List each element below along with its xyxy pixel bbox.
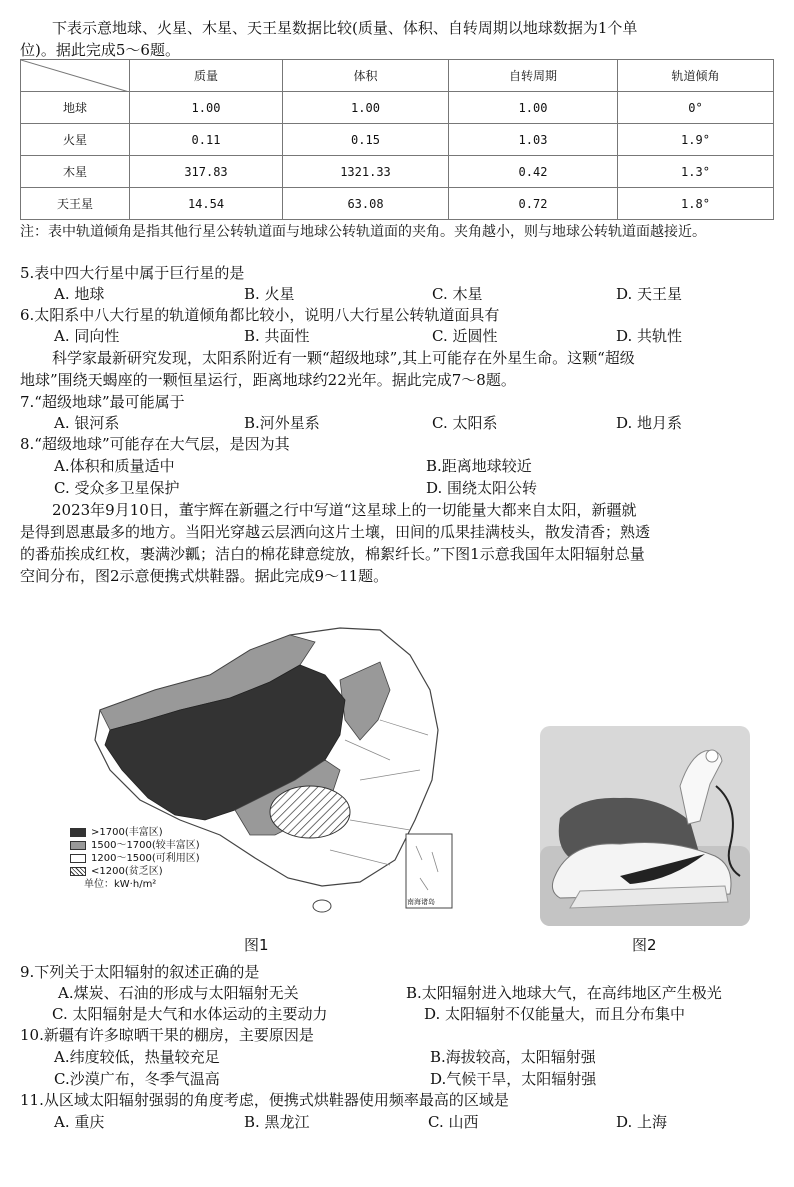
intro3-line2: 是得到恩惠最多的地方。当阳光穿越云层洒向这片土壤，田间的瓜果挂满枝头，散发清香；熟透 (20, 523, 651, 541)
intro3-line4: 空间分布，图2示意便携式烘鞋器。据此完成9～11题。 (20, 567, 389, 585)
q11-option-d: D. 上海 (616, 1113, 668, 1131)
q7-option-b: B.河外星系 (244, 414, 320, 432)
table-cell: 0.11 (130, 124, 283, 156)
table-cell: 木星 (21, 156, 130, 188)
table-cell: 火星 (21, 124, 130, 156)
dryer-head (706, 750, 718, 762)
q9-option-b: B.太阳辐射进入地球大气，在高纬地区产生极光 (406, 984, 722, 1002)
table-cell: 63.08 (283, 188, 449, 220)
table-cell: 0.72 (449, 188, 618, 220)
table-cell: 317.83 (130, 156, 283, 188)
q11-stem: 11.从区域太阳辐射强弱的角度考虑，便携式烘鞋器使用频率最高的区域是 (20, 1091, 509, 1109)
q6-option-c: C. 近圆性 (432, 327, 498, 345)
q5-stem: 5.表中四大行星中属于巨行星的是 (20, 264, 245, 282)
table-cell: 1.8° (618, 188, 774, 220)
table-row (21, 124, 774, 156)
q5-option-c: C. 木星 (432, 285, 483, 303)
q8-option-a: A.体积和质量适中 (54, 457, 175, 475)
intro3-line1: 2023年9月10日，董宇辉在新疆之行中写道“这星球上的一切能量大都来自太阳，新疆就 (52, 501, 637, 519)
q8-stem: 8.“超级地球”可能存在大气层，是因为其 (20, 435, 290, 453)
table-cell: 0.15 (283, 124, 449, 156)
table-header-cell: 体积 (283, 60, 449, 92)
legend-label: 1500～1700(较丰富区) (91, 840, 200, 851)
q7-stem: 7.“超级地球”最可能属于 (20, 393, 185, 411)
table-header-cell: 质量 (130, 60, 283, 92)
table-row (21, 156, 774, 188)
q10-option-d: D.气候干旱，太阳辐射强 (430, 1070, 597, 1088)
legend-swatch (70, 828, 86, 837)
table-cell: 1321.33 (283, 156, 449, 188)
legend-unit: 单位：kW·h/m² (84, 879, 157, 890)
legend-label: 1200～1500(可利用区) (91, 853, 200, 864)
legend-item (70, 852, 200, 865)
inset-label: 南海诸岛 (407, 898, 435, 906)
q9-stem: 9.下列关于太阳辐射的叙述正确的是 (20, 963, 260, 981)
shoe-dryer-photo (540, 726, 750, 926)
q5-option-d: D. 天王星 (616, 285, 683, 303)
table-cell: 1.00 (130, 92, 283, 124)
q5-option-b: B. 火星 (244, 285, 295, 303)
q8-option-b: B.距离地球较近 (426, 457, 532, 475)
intro1-line1: 下表示意地球、火星、木星、天王星数据比较(质量、体积、自转周期以地球数据为1个单 (52, 19, 638, 37)
q6-option-b: B. 共面性 (244, 327, 310, 345)
intro2-line2: 地球”围绕天蝎座的一颗恒星运行，距离地球约22光年。据此完成7～8题。 (20, 371, 516, 389)
region-poor (270, 786, 350, 838)
table-row (21, 188, 774, 220)
q7-option-a: A. 银河系 (54, 414, 120, 432)
intro3-line3: 的番茄挨成红枚，裹满沙瓤；洁白的棉花肆意绽放，棉絮纤长。”下图1示意我国年太阳辐射总量 (20, 545, 645, 563)
table-note: 注：表中轨道倾角是指其他行星公转轨道面与地球公转轨道面的夹角。夹角越小，则与地球公转轨道面越接近。 (20, 224, 706, 240)
table-cell: 天王星 (21, 188, 130, 220)
table-header-row (21, 60, 774, 92)
table-cell: 14.54 (130, 188, 283, 220)
legend-swatch (70, 841, 86, 850)
legend-item (70, 839, 200, 852)
table-cell: 1.9° (618, 124, 774, 156)
table-cell: 1.00 (449, 92, 618, 124)
table-cell: 1.3° (618, 156, 774, 188)
q10-stem: 10.新疆有许多晾晒干果的棚房，主要原因是 (20, 1026, 314, 1044)
q10-option-a: A.纬度较低，热量较充足 (54, 1048, 220, 1066)
q8-option-d: D. 围绕太阳公转 (426, 479, 538, 497)
table-cell: 地球 (21, 92, 130, 124)
legend-swatch (70, 867, 86, 876)
diagonal-line (21, 60, 129, 92)
q6-option-a: A. 同向性 (54, 327, 120, 345)
table-header-cell: 自转周期 (449, 60, 618, 92)
intro2-line1: 科学家最新研究发现，太阳系附近有一颗“超级地球”,其上可能存在外星生命。这颗“超级 (52, 349, 635, 367)
table-row (21, 92, 774, 124)
q10-option-b: B.海拔较高，太阳辐射强 (430, 1048, 596, 1066)
table-cell: 0° (618, 92, 774, 124)
table-cell: 1.00 (283, 92, 449, 124)
legend-label: <1200(贫乏区) (91, 866, 163, 877)
q5-option-a: A. 地球 (54, 285, 105, 303)
legend-item (70, 865, 200, 878)
fig1-caption: 图1 (244, 936, 269, 954)
table-header-cell: 轨道倾角 (618, 60, 774, 92)
fig2-caption: 图2 (632, 936, 657, 954)
q9-option-c: C. 太阳辐射是大气和水体运动的主要动力 (52, 1005, 328, 1023)
q6-option-d: D. 共轨性 (616, 327, 683, 345)
q7-option-c: C. 太阳系 (432, 414, 498, 432)
q9-option-d: D. 太阳辐射不仅能量大，而且分布集中 (424, 1005, 686, 1023)
map-legend (70, 826, 200, 891)
planet-data-table (20, 59, 774, 220)
q8-option-c: C. 受众多卫星保护 (54, 479, 180, 497)
q11-option-c: C. 山西 (428, 1113, 479, 1131)
q11-option-a: A. 重庆 (54, 1113, 105, 1131)
hainan-island (313, 900, 331, 912)
q11-option-b: B. 黑龙江 (244, 1113, 310, 1131)
table-cell: 0.42 (449, 156, 618, 188)
table-header-corner (21, 60, 130, 92)
q6-stem: 6.太阳系中八大行星的轨道倾角都比较小，说明八大行星公转轨道面具有 (20, 306, 500, 324)
q7-option-d: D. 地月系 (616, 414, 683, 432)
q9-option-a: A.煤炭、石油的形成与太阳辐射无关 (58, 984, 299, 1002)
legend-item (70, 826, 200, 839)
table-cell: 1.03 (449, 124, 618, 156)
legend-label: >1700(丰富区) (91, 827, 163, 838)
q10-option-c: C.沙漠广布，冬季气温高 (54, 1070, 220, 1088)
intro1-line2: 位)。据此完成5～6题。 (20, 41, 180, 59)
legend-swatch (70, 854, 86, 863)
